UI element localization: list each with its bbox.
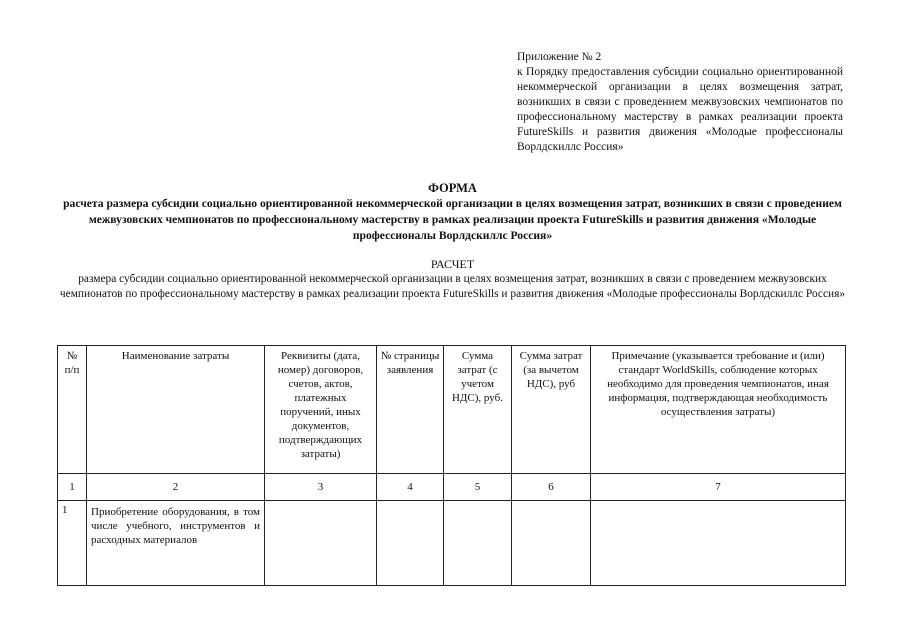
table-header-row xyxy=(58,346,846,474)
expense-table xyxy=(57,345,846,586)
header-sum-with-vat: Сумма затрат (с учетом НДС), руб. xyxy=(444,346,512,474)
row-requisites xyxy=(265,501,377,586)
header-expense-name: Наименование затраты xyxy=(87,346,265,474)
header-note: Примечание (указывается требование и (или) стандарт WorldSkills, соблюдение которых необходимо для проведения чемпионатов, иная информация, подтверждающая необходимость осуществления затраты) xyxy=(591,346,846,474)
column-number: 6 xyxy=(512,474,591,501)
column-number: 7 xyxy=(591,474,846,501)
column-number: 3 xyxy=(265,474,377,501)
appendix-block xyxy=(517,50,843,155)
appendix-body: к Порядку предоставления субсидии социально ориентированной некоммерческой организации в целях возмещения затрат, возникших в связи с проведением межвузовских чемпионатов по профессиональному мастерству в рамках реализации проекта FutureSkills и развития движения «Молодые профессионалы Ворлдскиллс Россия» xyxy=(517,66,843,153)
header-sum-without-vat: Сумма затрат (за вычетом НДС), руб xyxy=(512,346,591,474)
header-requisites: Реквизиты (дата, номер) договоров, счетов, актов, платежных поручений, иных документов, подтверждающих затраты) xyxy=(265,346,377,474)
calculation-subtitle: размера субсидии социально ориентированной некоммерческой организации в целях возмещения затрат, возникших в связи с проведением межвузовских чемпионатов по профессиональному мастерству в рамках реализации проекта FutureSkills и развития движения «Молодые профессионалы Ворлдскиллс Россия» xyxy=(59,273,846,300)
row-note xyxy=(591,501,846,586)
row-sum-with-vat xyxy=(444,501,512,586)
column-number-row xyxy=(58,474,846,501)
row-expense-name: Приобретение оборудования, в том числе учебного, инструментов и расходных материалов xyxy=(87,501,265,586)
table-row xyxy=(58,501,846,586)
form-subtitle: расчета размера субсидии социально ориентированной некоммерческой организации в целях возмещения затрат, возникших в связи с проведением межвузовских чемпионатов по профессиональному мастерству в рамках реализации проекта FutureSkills и развития движения «Молодые профессионалы Ворлдскиллс Россия» xyxy=(63,197,842,242)
column-number: 1 xyxy=(58,474,87,501)
row-sum-without-vat xyxy=(512,501,591,586)
calculation-title: РАСЧЕТ xyxy=(430,257,475,271)
column-number: 4 xyxy=(377,474,444,501)
form-title: ФОРМА xyxy=(428,181,477,195)
appendix-title: Приложение № 2 xyxy=(517,51,602,63)
row-page-number xyxy=(377,501,444,586)
column-number: 5 xyxy=(444,474,512,501)
header-page-number: № страницы заявления xyxy=(377,346,444,474)
column-number: 2 xyxy=(87,474,265,501)
row-index: 1 xyxy=(58,501,87,586)
header-number: № п/п xyxy=(58,346,87,474)
